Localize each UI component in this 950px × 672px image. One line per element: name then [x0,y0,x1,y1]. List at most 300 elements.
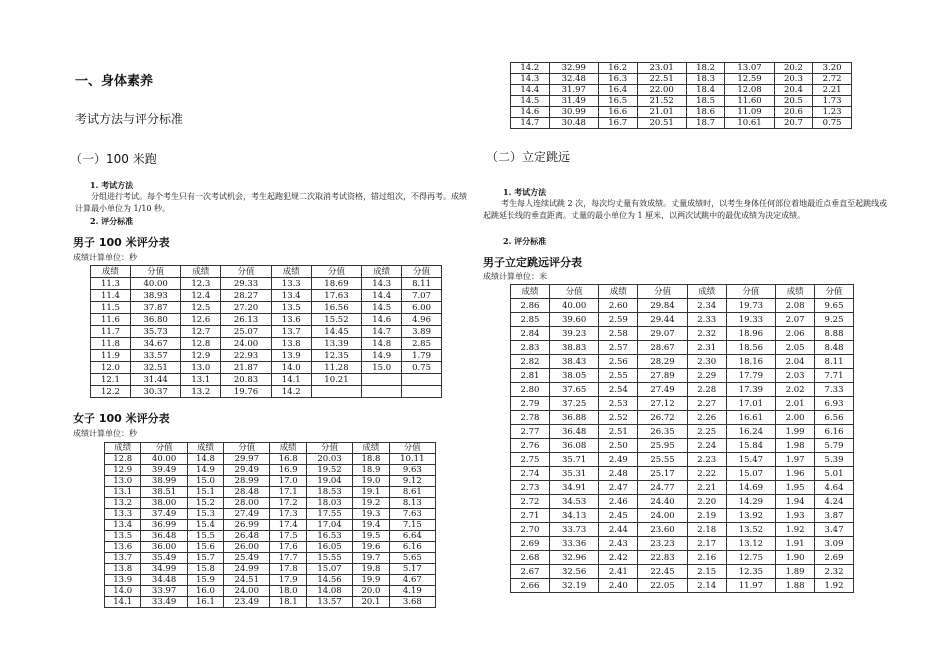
table-cell: 14.45 [311,326,362,338]
table-cell [402,374,442,386]
table-cell: 2.22 [687,467,726,481]
table-cell: 2.86 [511,299,550,313]
table-cell: 2.54 [599,383,638,397]
table-cell: 23.01 [637,63,686,74]
table-cell: 1.98 [776,439,815,453]
table-cell: 33.73 [549,523,598,537]
table-cell: 34.13 [549,509,598,523]
table-cell: 0.75 [402,362,442,374]
table-cell: 6.16 [389,542,435,553]
table-cell: 20.7 [774,118,813,129]
table-cell: 40.00 [141,454,187,465]
table-cell: 2.42 [599,551,638,565]
table-cell: 2.44 [599,523,638,537]
table-cell: 17.04 [306,520,352,531]
table-row [511,481,854,495]
table-cell: 17.8 [270,564,306,575]
column-header: 成绩 [687,285,726,299]
table-cell: 17.79 [726,369,775,383]
table-row [511,453,854,467]
table-cell: 2.45 [599,509,638,523]
table-cell: 1.91 [776,537,815,551]
table-cell: 19.8 [353,564,389,575]
table-cell: 2.75 [511,453,550,467]
table-cell: 13.0 [181,362,221,374]
table-cell: 15.0 [187,476,223,487]
table-cell: 2.18 [687,523,726,537]
table-cell: 12.3 [181,278,221,290]
table-cell: 9.25 [815,313,854,327]
table-cell: 19.1 [353,487,389,498]
table-cell: 2.51 [599,425,638,439]
table-cell: 14.6 [511,107,550,118]
table-cell [311,386,362,398]
table-cell: 20.51 [637,118,686,129]
table-cell: 1.90 [776,551,815,565]
table-cell: 11.09 [725,107,774,118]
table-cell: 2.21 [813,85,852,96]
table-cell: 1.89 [776,565,815,579]
table-cell: 2.84 [511,327,550,341]
table-cell: 28.29 [638,355,687,369]
table-cell: 2.77 [511,425,550,439]
table-cell: 14.3 [362,278,402,290]
table-row [91,362,442,374]
table-cell: 2.01 [776,397,815,411]
table-cell: 22.05 [638,579,687,593]
table-cell: 9.65 [815,299,854,313]
table-cell: 12.9 [181,350,221,362]
table-cell: 2.03 [776,369,815,383]
table-cell: 18.8 [353,454,389,465]
table-cell: 32.51 [130,362,181,374]
table-row [105,509,436,520]
table-cell: 3.09 [815,537,854,551]
table-cell: 11.5 [91,302,131,314]
table-cell: 2.32 [687,327,726,341]
column-header: 成绩 [271,266,311,278]
table-row [105,531,436,542]
table-cell: 28.27 [221,290,272,302]
table-cell: 18.96 [726,327,775,341]
table-cell: 29.97 [224,454,270,465]
table-cell: 40.00 [549,299,598,313]
column-header: 分值 [638,285,687,299]
table-cell: 21.87 [221,362,272,374]
table-row [105,597,436,608]
table-cell: 15.52 [311,314,362,326]
table-cell: 2.33 [687,313,726,327]
table-cell: 18.53 [306,487,352,498]
table-cell: 8.88 [815,327,854,341]
table-cell: 2.73 [511,481,550,495]
table-cell: 1.97 [776,453,815,467]
table-cell: 6.56 [815,411,854,425]
table-cell: 2.83 [511,341,550,355]
table-cell: 31.49 [549,96,598,107]
table-cell: 13.0 [105,476,141,487]
table-cell: 1.94 [776,495,815,509]
table-cell: 12.8 [105,454,141,465]
table-cell: 34.53 [549,495,598,509]
table-cell: 2.40 [599,579,638,593]
table-cell: 2.49 [599,453,638,467]
table-cell: 17.5 [270,531,306,542]
table-row [105,586,436,597]
table-cell: 7.07 [402,290,442,302]
table-cell: 22.51 [637,74,686,85]
table-cell: 2.52 [599,411,638,425]
table-cell: 15.07 [726,467,775,481]
table-cell: 15.6 [187,542,223,553]
table-cell: 16.7 [598,118,637,129]
table-row [511,327,854,341]
table-row [511,495,854,509]
table-cell: 4.96 [402,314,442,326]
table-cell: 25.49 [224,553,270,564]
column-header: 分值 [306,443,352,454]
table-cell: 11.8 [91,338,131,350]
table-cell: 29.49 [224,465,270,476]
table-cell: 18.6 [686,107,725,118]
table-cell: 12.0 [91,362,131,374]
table-cell: 14.9 [187,465,223,476]
table-cell: 14.0 [271,362,311,374]
table-cell: 30.37 [130,386,181,398]
table-cell: 28.48 [224,487,270,498]
table-cell: 22.00 [637,85,686,96]
table-cell: 18.69 [311,278,362,290]
table-cell: 2.05 [776,341,815,355]
male-table-unit: 成绩计算单位：秒 [73,253,137,262]
table-cell: 35.71 [549,453,598,467]
jump-table-unit: 成绩计算单位：米 [483,272,547,281]
table-row [105,553,436,564]
table-row [511,107,852,118]
table-cell: 1.92 [815,579,854,593]
table-cell: 38.83 [549,341,598,355]
table-cell: 6.64 [389,531,435,542]
table-cell: 33.36 [549,537,598,551]
table-cell: 14.1 [105,597,141,608]
male-score-table [90,265,442,398]
table-cell: 36.48 [141,531,187,542]
table-cell: 13.8 [271,338,311,350]
table-cell: 2.85 [402,338,442,350]
column-header: 分值 [402,266,442,278]
table-row [511,523,854,537]
table-cell: 14.08 [306,586,352,597]
table-cell: 2.76 [511,439,550,453]
table-cell: 27.49 [638,383,687,397]
table-cell: 8.11 [402,278,442,290]
table-cell: 29.84 [638,299,687,313]
table-cell: 16.24 [726,425,775,439]
table-cell: 1.95 [776,481,815,495]
table-cell: 20.6 [774,107,813,118]
table-cell: 2.69 [815,551,854,565]
table-cell: 38.00 [141,498,187,509]
table-cell: 25.55 [638,453,687,467]
table-cell: 14.4 [362,290,402,302]
table-cell: 2.58 [599,327,638,341]
table-cell: 13.8 [105,564,141,575]
table-cell: 15.3 [187,509,223,520]
table-cell: 18.3 [686,74,725,85]
column-header: 分值 [130,266,181,278]
method-text: 分组进行考试。每个考生只有一次考试机会，考生起跑犯规二次取消考试资格，错过组次，不得再考。成绩计算最小单位为 1/10 秒。 [75,192,467,213]
table-cell: 2.34 [687,299,726,313]
table-cell: 17.1 [270,487,306,498]
table-cell: 28.00 [224,498,270,509]
table-cell: 2.31 [687,341,726,355]
table-cell: 2.08 [776,299,815,313]
table-cell: 16.61 [726,411,775,425]
table-cell: 20.83 [221,374,272,386]
table-cell: 34.48 [141,575,187,586]
column-header: 分值 [389,443,435,454]
table-row [91,326,442,338]
table-cell: 2.28 [687,383,726,397]
table-cell: 16.56 [311,302,362,314]
table-cell: 3.68 [389,597,435,608]
table-cell: 12.5 [181,302,221,314]
table-cell: 18.2 [686,63,725,74]
table-cell: 8.61 [389,487,435,498]
table-cell: 40.00 [130,278,181,290]
table-cell: 12.75 [726,551,775,565]
table-cell: 14.7 [362,326,402,338]
table-cell: 37.87 [130,302,181,314]
table-cell: 8.11 [815,355,854,369]
table-cell: 7.15 [389,520,435,531]
table-cell: 2.46 [599,495,638,509]
table-cell: 1.23 [813,107,852,118]
table-row [511,299,854,313]
table-cell: 2.79 [511,397,550,411]
table-cell: 6.93 [815,397,854,411]
table-cell: 22.45 [638,565,687,579]
table-cell: 18.16 [726,355,775,369]
table-row [511,411,854,425]
table-cell: 36.00 [141,542,187,553]
table-cell: 39.23 [549,327,598,341]
table-cell: 26.35 [638,425,687,439]
table-cell: 26.48 [224,531,270,542]
table-cell: 11.7 [91,326,131,338]
table-cell: 15.4 [187,520,223,531]
table-row [511,85,852,96]
table-cell: 26.99 [224,520,270,531]
table-row [511,397,854,411]
table-cell: 20.3 [774,74,813,85]
table-cell: 17.2 [270,498,306,509]
table-cell: 2.02 [776,383,815,397]
table-cell: 14.2 [271,386,311,398]
table-cell: 16.05 [306,542,352,553]
table-cell: 0.75 [813,118,852,129]
table-cell: 19.9 [353,575,389,586]
table-cell: 7.33 [815,383,854,397]
table-cell: 19.6 [353,542,389,553]
table-cell: 28.99 [224,476,270,487]
table-row [511,565,854,579]
table-cell: 19.4 [353,520,389,531]
table-row [511,509,854,523]
table-cell: 6.16 [815,425,854,439]
table-cell: 18.7 [686,118,725,129]
table-cell: 13.1 [181,374,221,386]
table-cell: 5.01 [815,467,854,481]
column-header: 成绩 [511,285,550,299]
table-cell: 20.2 [774,63,813,74]
table-cell: 20.5 [774,96,813,107]
table-row [105,564,436,575]
table-cell: 15.84 [726,439,775,453]
column-header: 分值 [311,266,362,278]
table-cell: 19.73 [726,299,775,313]
table-row [511,341,854,355]
table-cell: 11.60 [725,96,774,107]
table-cell: 4.64 [815,481,854,495]
table-cell: 18.9 [353,465,389,476]
table-cell: 13.7 [271,326,311,338]
table-cell: 13.2 [105,498,141,509]
table-cell: 27.20 [221,302,272,314]
table-cell: 18.5 [686,96,725,107]
table-cell: 2.72 [511,495,550,509]
table-cell: 36.88 [549,411,598,425]
table-cell [362,374,402,386]
table-cell: 2.17 [687,537,726,551]
table-cell: 2.06 [776,327,815,341]
table-row [511,118,852,129]
table-cell: 13.52 [726,523,775,537]
table-cell: 20.4 [774,85,813,96]
table-cell: 15.8 [187,564,223,575]
table-cell: 2.78 [511,411,550,425]
table-cell: 27.49 [224,509,270,520]
table-cell: 2.20 [687,495,726,509]
table-cell: 13.6 [105,542,141,553]
column-header: 成绩 [187,443,223,454]
table-cell: 35.49 [141,553,187,564]
female-score-table [104,442,436,608]
table-row [105,487,436,498]
jump-method-heading: 1. 考试方法 [503,187,547,197]
table-cell: 38.51 [141,487,187,498]
table-cell: 14.8 [187,454,223,465]
table-cell: 27.12 [638,397,687,411]
table-cell: 12.35 [311,350,362,362]
table-cell: 16.4 [598,85,637,96]
table-row [511,425,854,439]
table-row [511,313,854,327]
column-header: 分值 [221,266,272,278]
table-cell: 30.99 [549,107,598,118]
table-cell: 36.48 [549,425,598,439]
table-cell: 34.91 [549,481,598,495]
table-cell: 13.9 [105,575,141,586]
table-cell: 29.44 [638,313,687,327]
table-cell: 26.00 [224,542,270,553]
female-table-title: 女子 100 米评分表 [73,412,170,425]
table-cell: 5.39 [815,453,854,467]
table-row [105,454,436,465]
table-cell: 14.9 [362,350,402,362]
table-cell: 13.3 [271,278,311,290]
table-cell: 4.19 [389,586,435,597]
table-cell: 23.49 [224,597,270,608]
table-cell: 24.00 [638,509,687,523]
table-cell: 13.4 [271,290,311,302]
table-cell: 16.6 [598,107,637,118]
column-header: 成绩 [353,443,389,454]
table-row [511,355,854,369]
part2-title: （二）立定跳远 [486,150,571,164]
table-row [91,302,442,314]
table-cell: 18.1 [270,597,306,608]
male-table-title: 男子 100 米评分表 [73,236,170,249]
table-cell: 14.69 [726,481,775,495]
table-cell: 33.57 [130,350,181,362]
table-row [511,551,854,565]
table-cell [402,386,442,398]
table-cell: 3.89 [402,326,442,338]
table-cell: 20.03 [306,454,352,465]
table-row [91,314,442,326]
table-cell: 17.6 [270,542,306,553]
table-cell: 18.03 [306,498,352,509]
column-header: 分值 [141,443,187,454]
table-cell: 16.3 [598,74,637,85]
table-cell: 29.07 [638,327,687,341]
table-cell: 11.28 [311,362,362,374]
column-header: 分值 [726,285,775,299]
table-cell: 19.0 [353,476,389,487]
table-cell: 36.80 [130,314,181,326]
table-cell: 12.35 [726,565,775,579]
table-cell: 10.21 [311,374,362,386]
table-cell: 15.5 [187,531,223,542]
table-cell: 13.4 [105,520,141,531]
table-cell: 13.6 [271,314,311,326]
table-cell: 19.5 [353,531,389,542]
table-cell: 25.95 [638,439,687,453]
table-cell: 36.08 [549,439,598,453]
table-cell: 17.7 [270,553,306,564]
table-cell: 1.96 [776,467,815,481]
table-cell: 9.63 [389,465,435,476]
table-cell: 19.76 [221,386,272,398]
table-cell: 17.4 [270,520,306,531]
table-cell: 10.61 [725,118,774,129]
table-cell: 12.08 [725,85,774,96]
table-cell: 2.59 [599,313,638,327]
table-cell: 13.1 [105,487,141,498]
table-cell: 15.9 [187,575,223,586]
column-header: 成绩 [181,266,221,278]
table-cell: 13.12 [726,537,775,551]
table-cell: 4.67 [389,575,435,586]
table-cell: 35.31 [549,467,598,481]
table-cell: 2.29 [687,369,726,383]
table-row [511,74,852,85]
table-cell: 24.40 [638,495,687,509]
table-cell: 7.71 [815,369,854,383]
table-cell: 25.07 [221,326,272,338]
table-cell: 32.96 [549,551,598,565]
